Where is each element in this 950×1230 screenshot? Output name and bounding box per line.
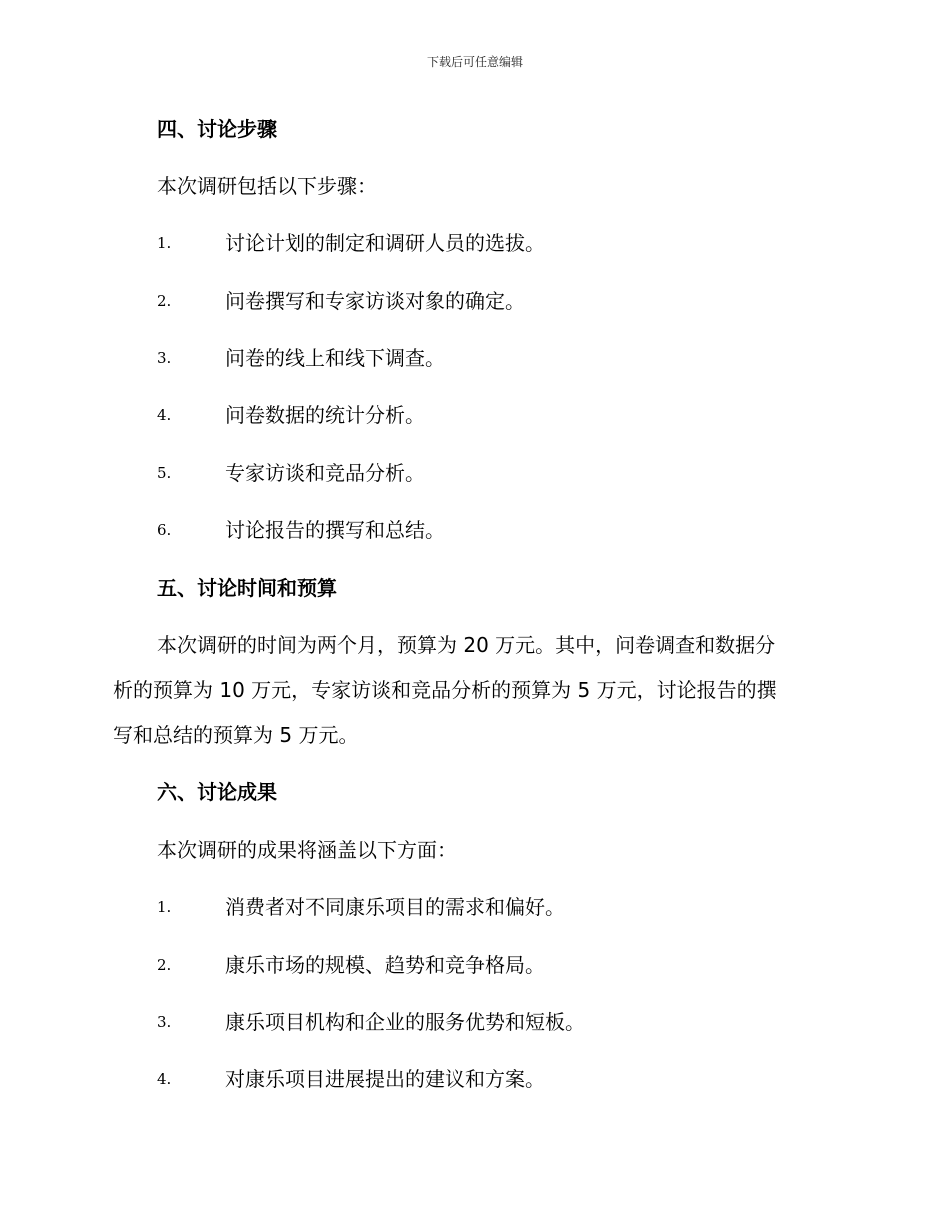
list-item-number: 2. [157,956,172,974]
list-item-number: 6. [157,521,172,539]
list-item-text: 讨论报告的撰写和总结。 [225,518,445,542]
section-4-heading: 四、讨论步骤 [157,117,277,141]
paragraph-line: 析的预算为 10 万元，专家访谈和竞品分析的预算为 5 万元，讨论报告的撰 [113,678,777,702]
list-item-number: 3. [157,349,172,367]
list-item-text: 专家访谈和竞品分析。 [225,461,425,485]
paragraph-line: 写和总结的预算为 5 万元。 [113,723,359,747]
paragraph-line: 本次调研的时间为两个月，预算为 20 万元。其中，问卷调查和数据分 [157,633,776,657]
list-item-number: 4. [157,1070,172,1088]
section-6-heading: 六、讨论成果 [157,780,277,804]
list-item-text: 对康乐项目进展提出的建议和方案。 [225,1067,545,1091]
list-item-text: 康乐市场的规模、趋势和竞争格局。 [225,953,545,977]
list-item-number: 4. [157,406,172,424]
list-item-number: 1. [157,898,172,916]
section-4-intro: 本次调研包括以下步骤： [157,174,377,198]
list-item [0,459,950,487]
list-item-text: 问卷数据的统计分析。 [225,403,425,427]
list-item [0,516,950,544]
list-item [0,1008,950,1036]
list-item-number: 2. [157,292,172,310]
list-item [0,344,950,372]
list-item-number: 3. [157,1013,172,1031]
list-item [0,893,950,921]
list-item-text: 问卷的线上和线下调查。 [225,346,445,370]
list-item [0,229,950,257]
list-item-text: 问卷撰写和专家访谈对象的确定。 [225,289,525,313]
section-6-intro: 本次调研的成果将涵盖以下方面： [157,838,457,862]
list-item-text: 康乐项目机构和企业的服务优势和短板。 [225,1010,585,1034]
list-item [0,401,950,429]
section-5-heading: 五、讨论时间和预算 [157,576,337,600]
list-item [0,1065,950,1093]
page-header-note: 下载后可任意编辑 [426,55,523,69]
list-item-text: 消费者对不同康乐项目的需求和偏好。 [225,895,565,919]
list-item-text: 讨论计划的制定和调研人员的选拔。 [225,231,545,255]
list-item-number: 1. [157,234,172,252]
list-item-number: 5. [157,464,172,482]
list-item [0,287,950,315]
list-item [0,951,950,979]
